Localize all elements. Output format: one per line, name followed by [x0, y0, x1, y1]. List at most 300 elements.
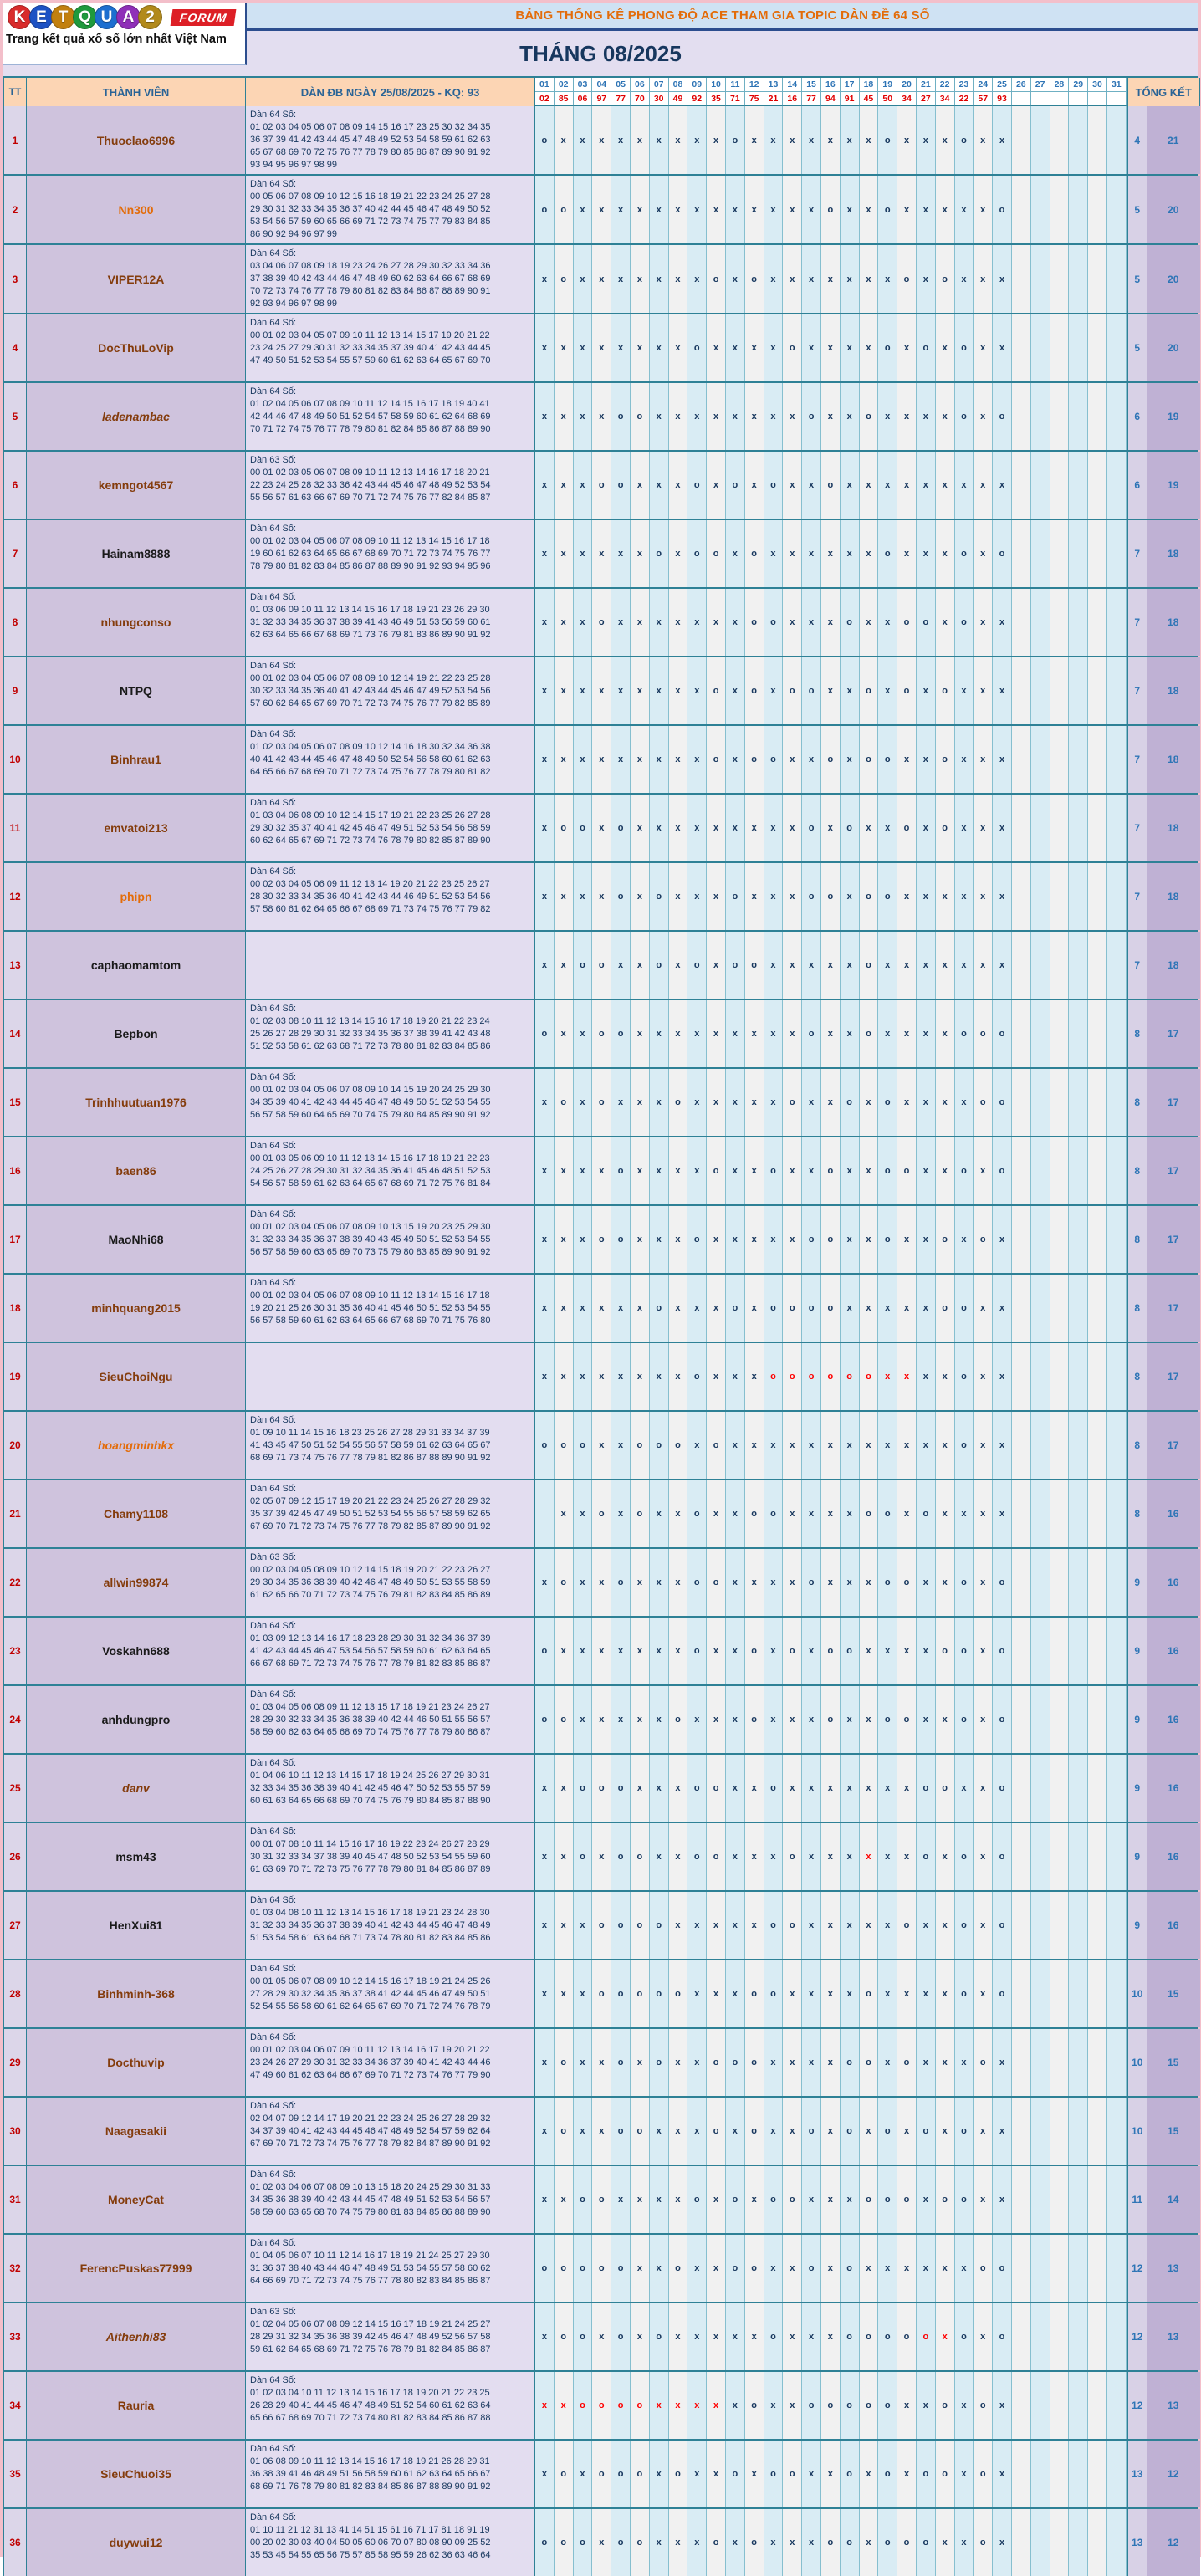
- day-number: 18: [860, 78, 879, 92]
- day-mark-cell: [841, 245, 860, 313]
- day-mark-cell: [860, 1686, 879, 1753]
- x-mark: x: [732, 1440, 738, 1450]
- member-row: [4, 724, 1197, 793]
- o-mark: o: [656, 1440, 662, 1450]
- day-mark-cell: [726, 1892, 745, 1959]
- x-mark: x: [636, 1097, 642, 1107]
- x-mark: x: [980, 204, 986, 215]
- total-x-count: 17: [1147, 1000, 1200, 1067]
- number-line: 93 94 95 96 97 98 99: [250, 160, 337, 170]
- day-mark-cell: [631, 863, 650, 930]
- day-mark-cell: [936, 106, 955, 174]
- day-mark-cell: [841, 1137, 860, 1204]
- day-mark-cell: [1088, 106, 1107, 174]
- day-mark-cell: [535, 2166, 555, 2233]
- o-mark: o: [598, 1783, 605, 1793]
- x-mark: x: [866, 1577, 871, 1587]
- day-mark-cell: [841, 589, 860, 656]
- number-set-cell: [246, 383, 535, 450]
- day-mark-cell: [936, 863, 955, 930]
- member-name-link[interactable]: Nn300: [118, 202, 154, 217]
- x-mark: x: [713, 480, 719, 490]
- day-mark-cell: [574, 2098, 593, 2165]
- day-mark-cell: [555, 1480, 574, 1547]
- total-o-count: 8: [1127, 1069, 1147, 1136]
- x-mark: x: [713, 617, 719, 627]
- day-mark-cell: [707, 589, 726, 656]
- o-mark: o: [789, 2195, 795, 2205]
- number-line: 00 02 03 04 05 08 09 10 12 14 15 18 19 20 21 22 23 26 27: [250, 1565, 491, 1575]
- day-mark-cell: [860, 176, 879, 243]
- x-mark: x: [541, 411, 547, 422]
- day-mark-cell: [1031, 1000, 1050, 1067]
- row-number: 30: [4, 2098, 27, 2165]
- x-mark: x: [980, 1646, 986, 1656]
- o-mark: o: [789, 343, 795, 353]
- x-mark: x: [808, 135, 815, 146]
- member-name-link[interactable]: Binhrau1: [110, 753, 161, 766]
- day-mark-cell: [535, 1137, 555, 1204]
- total-x-count: 16: [1147, 1823, 1200, 1890]
- day-mark-cell: [555, 1686, 574, 1753]
- day-result: 70: [631, 92, 650, 106]
- day-mark-cell: [726, 2166, 745, 2233]
- x-mark: x: [942, 892, 948, 902]
- x-mark: x: [656, 135, 662, 146]
- member-name-link[interactable]: HenXui81: [109, 1919, 163, 1932]
- day-mark-cell: [878, 383, 897, 450]
- miss-mark-red: o: [846, 1372, 853, 1382]
- o-mark: o: [942, 1303, 948, 1313]
- o-mark: o: [751, 549, 758, 559]
- o-mark: o: [827, 754, 834, 764]
- day-mark-cell: [764, 2029, 784, 2096]
- number-line: 00 01 02 03 04 05 06 07 08 09 10 12 14 19 21 22 23 25 28: [250, 673, 491, 683]
- day-mark-cell: [860, 314, 879, 381]
- o-mark: o: [999, 1646, 1005, 1656]
- x-mark: x: [770, 1440, 776, 1450]
- day-mark-cell: [535, 1549, 555, 1616]
- dan-label: Dàn 64 Số:: [250, 1072, 297, 1082]
- member-name-link[interactable]: Aithenhi83: [105, 2330, 166, 2343]
- x-mark: x: [675, 1509, 681, 1519]
- x-mark: x: [827, 411, 833, 422]
- day-mark-cell: [821, 1823, 841, 1890]
- day-mark-cell: [974, 1000, 993, 1067]
- day-mark-cell: [1031, 589, 1050, 656]
- number-set-cell: [246, 1960, 535, 2027]
- day-column-header: [1107, 78, 1127, 106]
- member-cell: [27, 1618, 246, 1684]
- o-mark: o: [598, 480, 605, 490]
- o-mark: o: [884, 1715, 891, 1725]
- day-number: 31: [1107, 78, 1127, 92]
- member-row: [4, 2233, 1197, 2302]
- day-mark-cell: [841, 2098, 860, 2165]
- day-mark-cell: [574, 932, 593, 999]
- day-mark-cell: [1012, 2098, 1031, 2165]
- member-row: [4, 450, 1197, 519]
- member-name-link[interactable]: hoangminhkx: [97, 1439, 174, 1452]
- o-mark: o: [693, 2195, 700, 2205]
- day-mark-cell: [669, 2235, 688, 2302]
- day-mark-cell: [821, 106, 841, 174]
- o-mark: o: [636, 411, 643, 422]
- day-mark-cell: [974, 2166, 993, 2233]
- day-mark-cell: [802, 1069, 821, 1136]
- day-mark-cell: [764, 1892, 784, 1959]
- x-mark: x: [808, 480, 815, 490]
- total-o-count: 9: [1127, 1618, 1147, 1684]
- day-mark-cell: [650, 1892, 669, 1959]
- number-line: 58 59 60 62 63 64 65 68 69 70 74 75 76 77 78 79 80 86 87: [250, 1727, 491, 1737]
- member-name-link[interactable]: allwin99874: [103, 1576, 169, 1589]
- miss-mark-red: o: [617, 2400, 624, 2410]
- day-mark-cell: [574, 1343, 593, 1410]
- day-mark-cell: [1069, 1823, 1088, 1890]
- o-mark: o: [922, 1852, 929, 1862]
- x-mark: x: [694, 617, 700, 627]
- member-name-link[interactable]: baen86: [115, 1164, 156, 1178]
- day-mark-cell: [1012, 589, 1031, 656]
- day-mark-cell: [555, 106, 574, 174]
- member-name-link[interactable]: VIPER12A: [107, 272, 165, 286]
- day-mark-cell: [687, 2098, 707, 2165]
- day-mark-cell: [974, 452, 993, 519]
- day-mark-cell: [1012, 383, 1031, 450]
- o-mark: o: [541, 1440, 548, 1450]
- day-mark-cell: [974, 1137, 993, 1204]
- day-mark-cell: [821, 176, 841, 243]
- x-mark: x: [713, 1715, 719, 1725]
- day-mark-cell: [974, 2303, 993, 2370]
- o-mark: o: [827, 1715, 834, 1725]
- day-mark-cell: [687, 1618, 707, 1684]
- member-name-link[interactable]: danv: [122, 1781, 150, 1795]
- day-mark-cell: [821, 2441, 841, 2507]
- o-mark: o: [903, 2057, 910, 2067]
- x-mark: x: [961, 2538, 967, 2548]
- day-mark-cell: [745, 932, 764, 999]
- row-number: 8: [4, 589, 27, 656]
- day-mark-cell: [650, 2235, 669, 2302]
- miss-mark-red: o: [789, 1372, 795, 1382]
- member-name-link[interactable]: FerencPuskas77999: [79, 2262, 192, 2275]
- day-mark-cell: [650, 1549, 669, 1616]
- x-mark: x: [541, 2126, 547, 2136]
- x-mark: x: [599, 892, 605, 902]
- day-column-header: [1088, 78, 1107, 106]
- day-mark-cell: [860, 1000, 879, 1067]
- o-mark: o: [942, 686, 948, 696]
- member-name-link[interactable]: Docthuvip: [107, 2056, 165, 2069]
- day-mark-cell: [669, 657, 688, 724]
- day-mark-cell: [764, 2372, 784, 2439]
- day-mark-cell: [878, 1343, 897, 1410]
- day-mark-cell: [1069, 1275, 1088, 1342]
- x-mark: x: [866, 1234, 871, 1245]
- o-mark: o: [808, 823, 815, 833]
- o-mark: o: [846, 2057, 853, 2067]
- member-name-link[interactable]: Binhminh-368: [97, 1987, 175, 2001]
- day-number: 08: [669, 78, 688, 92]
- day-mark-cell: [745, 2098, 764, 2165]
- x-mark: x: [636, 135, 642, 146]
- x-mark: x: [599, 1166, 605, 1176]
- o-mark: o: [675, 2469, 681, 2479]
- day-mark-cell: [707, 2509, 726, 2576]
- day-number: 02: [555, 78, 574, 92]
- x-mark: x: [636, 617, 642, 627]
- day-mark-cell: [955, 1823, 974, 1890]
- day-mark-cell: [802, 2441, 821, 2507]
- member-name-link[interactable]: nhungconso: [100, 616, 171, 629]
- member-name-link[interactable]: emvatoi213: [104, 821, 168, 835]
- day-mark-cell: [555, 2029, 574, 2096]
- member-cell: [27, 2235, 246, 2302]
- day-mark-cell: [687, 795, 707, 861]
- hit-mark-red: x: [885, 1372, 891, 1382]
- member-cell: [27, 1686, 246, 1753]
- day-mark-cell: [917, 2166, 936, 2233]
- x-mark: x: [599, 343, 605, 353]
- member-name-link[interactable]: Naagasakii: [105, 2124, 167, 2138]
- o-mark: o: [846, 617, 853, 627]
- day-mark-cell: [860, 2303, 879, 2370]
- day-mark-cell: [783, 383, 802, 450]
- member-name-link[interactable]: duywui12: [109, 2536, 163, 2549]
- member-name-link[interactable]: minhquang2015: [91, 1301, 181, 1315]
- o-mark: o: [961, 2126, 967, 2136]
- o-mark: o: [598, 2263, 605, 2273]
- o-mark: o: [884, 754, 891, 764]
- x-mark: x: [922, 2400, 928, 2410]
- day-mark-cell: [574, 2372, 593, 2439]
- o-mark: o: [827, 1303, 834, 1313]
- day-mark-cell: [802, 2029, 821, 2096]
- day-mark-cell: [669, 1892, 688, 1959]
- x-mark: x: [560, 549, 566, 559]
- day-mark-cell: [745, 1412, 764, 1479]
- day-mark-cell: [1088, 2303, 1107, 2370]
- day-mark-cell: [802, 1823, 821, 1890]
- day-mark-cell: [745, 1618, 764, 1684]
- day-mark-cell: [936, 2235, 955, 2302]
- day-number: 03: [574, 78, 593, 92]
- day-mark-cell: [631, 1892, 650, 1959]
- x-mark: x: [732, 411, 738, 422]
- day-mark-cell: [821, 1480, 841, 1547]
- x-mark: x: [903, 1029, 910, 1039]
- x-mark: x: [961, 960, 967, 970]
- total-o-count: 7: [1127, 657, 1147, 724]
- member-name-link[interactable]: NTPQ: [120, 684, 152, 698]
- day-mark-cell: [878, 2235, 897, 2302]
- x-mark: x: [751, 1577, 757, 1587]
- day-mark-cell: [631, 1206, 650, 1273]
- x-mark: x: [751, 135, 757, 146]
- x-mark: x: [580, 2469, 585, 2479]
- day-column-header: [974, 78, 993, 106]
- day-mark-cell: [592, 1755, 611, 1822]
- x-mark: x: [541, 1097, 547, 1107]
- day-mark-cell: [955, 795, 974, 861]
- dan-label: Dàn 64 Số:: [250, 2238, 297, 2248]
- member-name-link[interactable]: Chamy1108: [103, 1507, 169, 1521]
- x-mark: x: [922, 1097, 928, 1107]
- o-mark: o: [866, 2057, 871, 2067]
- day-mark-cell: [631, 2098, 650, 2165]
- day-mark-cell: [631, 314, 650, 381]
- x-mark: x: [770, 2538, 776, 2548]
- x-mark: x: [636, 1646, 642, 1656]
- number-set-cell: [246, 1686, 535, 1753]
- miss-mark-red: o: [827, 1372, 834, 1382]
- day-mark-cell: [631, 1960, 650, 2027]
- day-mark-cell: [783, 1892, 802, 1959]
- member-name-link[interactable]: DocThuLoVip: [98, 341, 174, 355]
- member-row: [4, 2370, 1197, 2439]
- x-mark: x: [999, 686, 1005, 696]
- x-mark: x: [675, 2195, 681, 2205]
- day-mark-cell: [841, 1549, 860, 1616]
- day-mark-cell: [974, 726, 993, 793]
- day-mark-cell: [1050, 2303, 1070, 2370]
- member-name-link[interactable]: caphaomamtom: [90, 958, 181, 972]
- day-mark-cell: [650, 2303, 669, 2370]
- member-name-link[interactable]: MaoNhi68: [108, 1233, 164, 1246]
- x-mark: x: [999, 2400, 1005, 2410]
- x-mark: x: [885, 273, 891, 284]
- member-name-link[interactable]: kemngot4567: [98, 478, 174, 492]
- day-mark-cell: [764, 2441, 784, 2507]
- x-mark: x: [980, 1989, 986, 1999]
- day-mark-cell: [669, 2441, 688, 2507]
- row-number: 2: [4, 176, 27, 243]
- day-column-header: [611, 78, 631, 106]
- day-column-header: [555, 78, 574, 106]
- o-mark: o: [961, 411, 967, 422]
- x-mark: x: [618, 1646, 624, 1656]
- day-mark-cell: [1031, 2029, 1050, 2096]
- day-mark-cell: [1069, 245, 1088, 313]
- day-mark-cell: [974, 1206, 993, 1273]
- day-mark-cell: [1012, 1206, 1031, 1273]
- number-line: 00 01 05 06 07 08 09 10 12 14 15 16 17 18 19 21 24 25 26: [250, 1976, 491, 1986]
- x-mark: x: [980, 1783, 986, 1793]
- o-mark: o: [866, 2195, 871, 2205]
- total-o-count: 8: [1127, 1480, 1147, 1547]
- x-mark: x: [713, 135, 719, 146]
- x-mark: x: [656, 2538, 662, 2548]
- day-mark-cell: [936, 1069, 955, 1136]
- day-mark-cell: [1069, 1686, 1088, 1753]
- member-name-link[interactable]: Hainam8888: [101, 547, 171, 560]
- number-line: 01 02 03 04 05 06 07 08 09 14 15 16 17 23 25 30 32 34 35: [250, 122, 491, 132]
- day-mark-cell: [687, 314, 707, 381]
- member-name-link[interactable]: Trinhhuutuan1976: [85, 1096, 187, 1109]
- day-mark-cell: [1050, 2509, 1070, 2576]
- x-mark: x: [790, 1509, 795, 1519]
- o-mark: o: [999, 1715, 1005, 1725]
- o-mark: o: [999, 2332, 1005, 2342]
- x-mark: x: [751, 1303, 757, 1313]
- o-mark: o: [903, 1715, 910, 1725]
- day-mark-cell: [841, 176, 860, 243]
- day-mark-cell: [1088, 1686, 1107, 1753]
- total-x-count: 16: [1147, 1892, 1200, 1959]
- site-logo[interactable]: [3, 3, 247, 65]
- day-mark-cell: [917, 1412, 936, 1479]
- x-mark: x: [656, 1577, 662, 1587]
- day-mark-cell: [650, 245, 669, 313]
- day-mark-cell: [707, 1480, 726, 1547]
- member-row: [4, 1822, 1197, 1890]
- x-mark: x: [770, 686, 776, 696]
- member-name-link[interactable]: SieuChuoi35: [100, 2467, 171, 2481]
- day-mark-cell: [783, 1137, 802, 1204]
- x-mark: x: [999, 823, 1005, 833]
- member-name-link[interactable]: SieuChoiNgu: [99, 1370, 173, 1383]
- x-mark: x: [770, 1577, 776, 1587]
- number-line: 01 06 08 09 10 11 12 13 14 15 16 17 18 19 21 26 28 29 31: [250, 2456, 490, 2466]
- day-mark-cell: [841, 1686, 860, 1753]
- x-mark: x: [713, 1372, 719, 1382]
- member-name-link[interactable]: msm43: [115, 1850, 156, 1863]
- member-name-link[interactable]: MoneyCat: [108, 2193, 164, 2206]
- day-mark-cell: [974, 245, 993, 313]
- member-name-link[interactable]: Voskahn688: [102, 1644, 170, 1658]
- x-mark: x: [636, 2332, 642, 2342]
- member-name-link[interactable]: ladenambac: [102, 410, 170, 423]
- x-mark: x: [790, 617, 795, 627]
- day-mark-cell: [1069, 2166, 1088, 2233]
- day-mark-cell: [1107, 2303, 1127, 2370]
- x-mark: x: [942, 1166, 948, 1176]
- member-row: [4, 1959, 1197, 2027]
- day-mark-cell: [783, 1275, 802, 1342]
- member-name-link[interactable]: anhdungpro: [101, 1713, 171, 1726]
- x-mark: x: [694, 2538, 700, 2548]
- total-x-count: 20: [1147, 245, 1200, 313]
- x-mark: x: [961, 2469, 967, 2479]
- number-set-cell: [246, 2235, 535, 2302]
- day-number: 12: [745, 78, 764, 92]
- day-mark-cell: [993, 1480, 1012, 1547]
- member-cell: [27, 245, 246, 313]
- x-mark: x: [675, 1166, 681, 1176]
- day-mark-cell: [574, 1069, 593, 1136]
- day-mark-cell: [574, 245, 593, 313]
- day-mark-cell: [574, 795, 593, 861]
- number-line: 00 01 02 03 04 05 06 07 08 09 10 14 15 19 20 24 25 29 30: [250, 1085, 491, 1095]
- day-mark-cell: [897, 245, 917, 313]
- day-number: 07: [650, 78, 669, 92]
- member-name-link[interactable]: Thuoclao6996: [96, 133, 176, 147]
- o-mark: o: [961, 1989, 967, 1999]
- day-mark-cell: [1088, 726, 1107, 793]
- day-mark-cell: [897, 2372, 917, 2439]
- total-o-count: 5: [1127, 245, 1147, 313]
- dan-label: Dàn 64 Số:: [250, 866, 297, 877]
- day-mark-cell: [821, 795, 841, 861]
- member-name-link[interactable]: Rauria: [117, 2399, 155, 2412]
- member-name-link[interactable]: Bepbon: [114, 1027, 158, 1040]
- day-mark-cell: [878, 176, 897, 243]
- member-name-link[interactable]: phipn: [120, 890, 152, 903]
- day-mark-cell: [1069, 1960, 1088, 2027]
- o-mark: o: [827, 204, 834, 215]
